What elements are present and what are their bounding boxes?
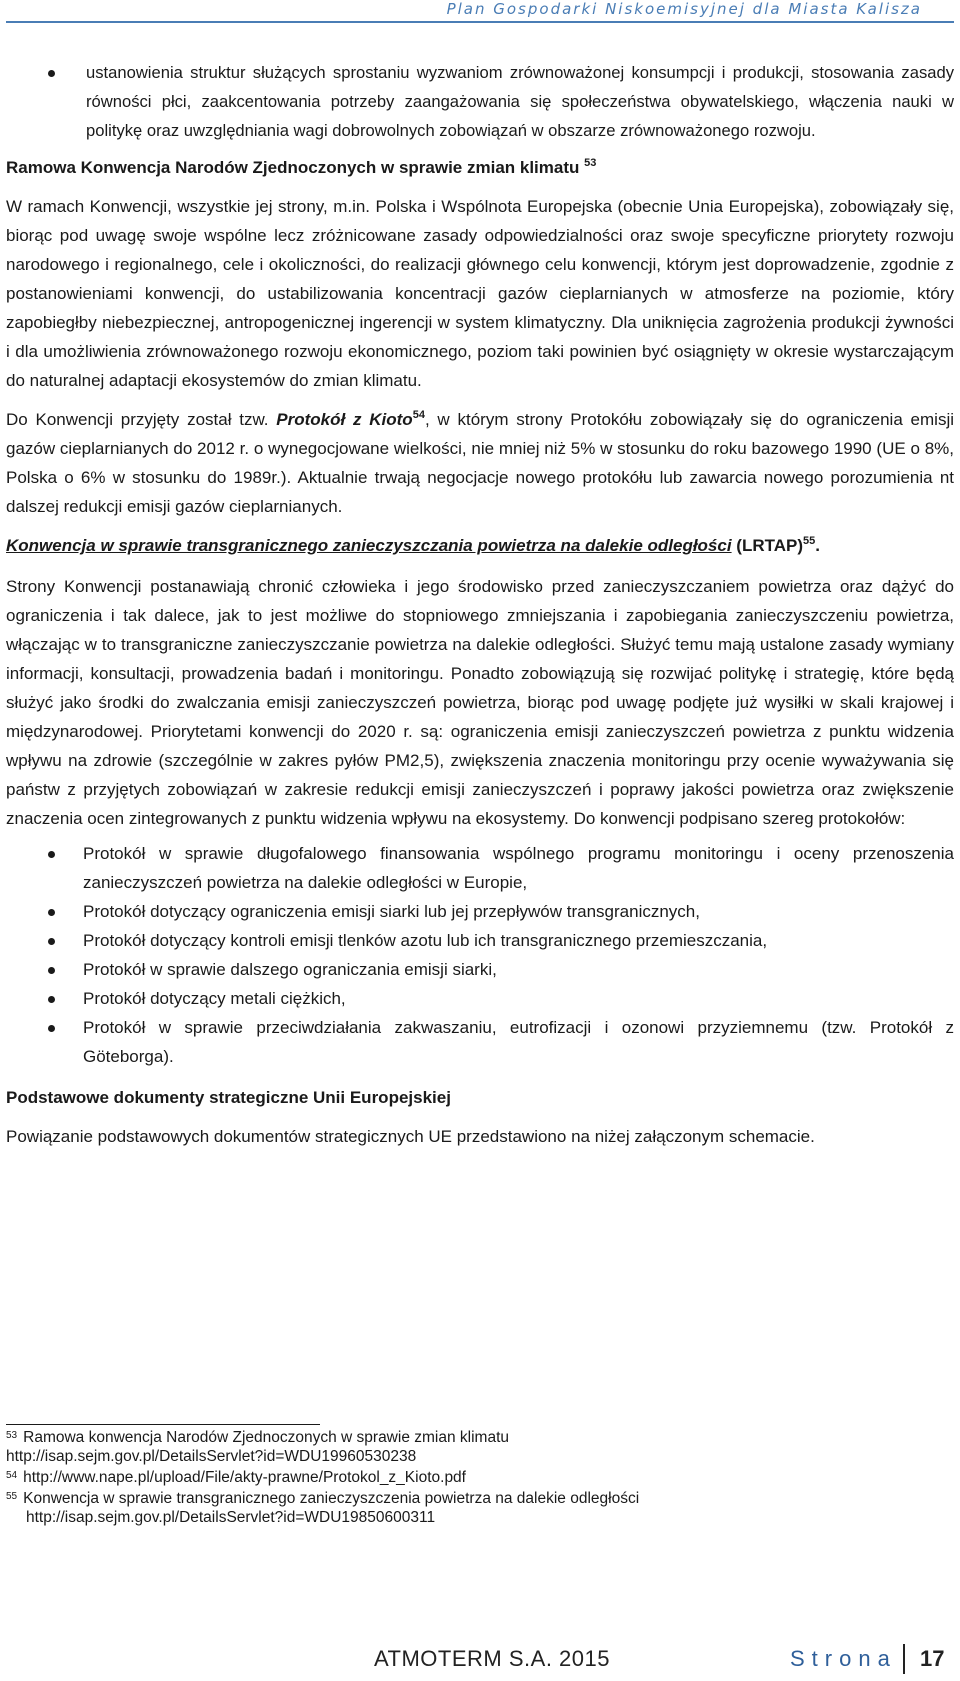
footnote-ref-53[interactable]: 53 <box>584 157 597 169</box>
list-item <box>6 926 954 955</box>
lrtap-abbrev: (LRTAP) <box>731 536 804 555</box>
page-footer <box>0 1642 960 1678</box>
footnote-53 <box>6 1428 946 1447</box>
kyoto-paragraph <box>6 405 954 521</box>
bullet-icon <box>48 996 55 1003</box>
protocols-list <box>6 839 954 1071</box>
list-item <box>6 984 954 1013</box>
bullet-icon <box>48 70 55 77</box>
footer-company: ATMOTERM S.A. 2015 <box>374 1646 610 1671</box>
list-item-text: Protokół dotyczący ograniczenia emisji siarki lub jej przepływów transgranicznych, <box>83 902 700 921</box>
footnote-55-link[interactable]: http://isap.sejm.gov.pl/DetailsServlet?id=WDU19850600311 <box>26 1509 436 1526</box>
section-heading-eu-docs: Podstawowe dokumenty strategiczne Unii Europejskiej <box>6 1088 451 1107</box>
list-item-text: Protokół dotyczący metali ciężkich, <box>83 989 346 1008</box>
unfccc-paragraph: W ramach Konwencji, wszystkie jej strony, m.in. Polska i Wspólnota Europejska (obecnie Unia Europejska), zobowiązały się, biorąc pod uwagę swoje wspólne lecz zróżnicowane zasady odpowiedzialności oraz swoje specyficzne priorytety rozwoju narodowego i regionalnego, cele i okoliczności, do realizacji głównego celu konwencji, którym jest doprowadzenie, zgodnie z postanowieniami konwencji, do ustabilizowania koncentracji gazów cieplarnianych w atmosferze na poziomie, który zapobiegłby niebezpiecznej, antropogenicznej ingerencji w system klimatyczny. Dla uniknięcia zagrożenia produkcji żywności i dla umożliwienia zrównoważonego rozwoju ekonomicznego, poziom taki powinien być osiągnięty w okresie wystarczającym do naturalnej adaptacji ekosystemów do zmian klimatu. <box>6 197 954 390</box>
list-item <box>6 897 954 926</box>
footnote-54 <box>6 1468 946 1487</box>
footnote-number: 54 <box>6 1470 18 1481</box>
eu-docs-paragraph: Powiązanie podstawowych dokumentów strategicznych UE przedstawiono na niżej załączonym schemacie. <box>6 1127 815 1146</box>
footnote-text: Ramowa konwencja Narodów Zjednoczonych w sprawie zmian klimatu <box>23 1429 509 1446</box>
bullet-icon <box>48 851 55 858</box>
kyoto-text-c: , w którym strony Protokółu zobowiązały się do ograniczenia emisji gazów cieplarnianych do 2012 r. o wynegocjowane wielkości, nie mniej niż 5% w stosunku do roku bazowego 1990 (UE o 8%, Polska o 6% w stosunku do 1989r.). Aktualnie trwają negocjacje nowego protokółu lub zawarcia nowego porozumienia nt dalszej redukcji emisji gazów cieplarnianych. <box>6 410 954 516</box>
footnote-55 <box>6 1489 946 1508</box>
heading-period: . <box>815 536 821 555</box>
kyoto-text-a: Do Konwencji przyjęty został tzw. <box>6 410 277 429</box>
list-item-text: Protokół w sprawie przeciwdziałania zakwaszaniu, eutrofizacji i ozonowi przyziemnemu (tzw. Protokół z Göteborga). <box>83 1018 954 1066</box>
bullet-icon <box>48 1025 55 1032</box>
page-content <box>6 58 954 1151</box>
lrtap-paragraph: Strony Konwencji postanawiają chronić człowieka i jego środowisko przed zanieczyszczaniem powietrza oraz dążyć do ograniczenia i tak dalece, jak to jest możliwe do stopniowego zmniejszania i zapobiegania zanieczyszczeniu powietrza, włączając w to transgraniczne zanieczyszczanie powietrza na dalekie odległości. Służyć temu mają ustalone zasady wymiany informacji, konsultacji, prowadzenia badań i monitoringu. Ponadto zobowiązują się rozwijać politykę i strategię, które będą służyć jako środki do zwalczania emisji zanieczyszczeń powietrza, biorąc pod uwagę podjęte już wysiłki w skali krajowej i międzynarodowej. Priorytetami konwencji do 2020 r. są: ograniczenia emisji zanieczyszczeń powietrza z punktu widzenia wpływu na zdrowie (szczególnie w zakres pyłów PM2,5), zwiększenia znaczenia monitoringu przy ocenie wyważywania się państw z przyjętych zobowiązań w zakresie redukcji emisji zanieczyszczeń i poprawy jakości powietrza oraz zwiększenie znaczenia ocen zintegrowanych z punktu widzenia wpływu na ekosystemy. Do konwencji podpisano szereg protokołów: <box>6 577 954 828</box>
footnote-text: Konwencja w sprawie transgranicznego zanieczyszczenia powietrza na dalekie odległości <box>23 1490 640 1507</box>
heading-text: Ramowa Konwencja Narodów Zjednoczonych w sprawie zmian klimatu <box>6 158 580 177</box>
top-bullet-list <box>6 58 954 145</box>
list-item-text: ustanowienia struktur służących sprostaniu wyzwaniom zrównoważonej konsumpcji i produkcji, stosowania zasady równości płci, zaakcentowania potrzeby zaangażowania się społeczeństwa obywatelskiego, włączenia nauki w politykę oraz uwzględniania wagi dobrowolnych zobowiązań w obszarze zrównoważonego rozwoju. <box>86 63 954 140</box>
header-rule <box>6 21 954 23</box>
footnote-53-link[interactable]: http://isap.sejm.gov.pl/DetailsServlet?id=WDU19960530238 <box>6 1448 417 1465</box>
list-item-text: Protokół w sprawie długofalowego finansowania wspólnego programu monitoringu i oceny przenoszenia zanieczyszczeń powietrza na dalekie odległości w Europie, <box>83 844 954 892</box>
page-number: 17 <box>920 1646 945 1671</box>
footer-page-label: Strona <box>790 1646 897 1671</box>
list-item <box>6 1013 954 1071</box>
section-heading-lrtap <box>6 531 954 560</box>
footnote-number: 55 <box>6 1491 18 1502</box>
bullet-icon <box>48 909 55 916</box>
list-item <box>6 955 954 984</box>
footnotes <box>6 1428 946 1527</box>
list-item-text: Protokół dotyczący kontroli emisji tlenków azotu lub ich transgranicznego przemieszczania, <box>83 931 768 950</box>
bullet-icon <box>48 967 55 974</box>
footnote-ref-54[interactable]: 54 <box>412 409 425 421</box>
footnote-separator <box>6 1424 320 1425</box>
kyoto-protocol-term: Protokół z Kioto <box>276 410 413 429</box>
list-item-text: Protokół w sprawie dalszego ograniczania emisji siarki, <box>83 960 497 979</box>
footnote-ref-55[interactable]: 55 <box>803 535 816 547</box>
bullet-icon <box>48 938 55 945</box>
footnote-number: 53 <box>6 1430 18 1441</box>
lrtap-title: Konwencja w sprawie transgranicznego zanieczyszczania powietrza na dalekie odległości <box>6 536 732 555</box>
list-item <box>6 839 954 897</box>
footer-divider <box>903 1644 905 1674</box>
section-heading-unfccc <box>6 153 954 182</box>
footnote-link[interactable]: http://www.nape.pl/upload/File/akty-prawne/Protokol_z_Kioto.pdf <box>23 1469 466 1486</box>
list-item <box>6 58 954 145</box>
running-header: Plan Gospodarki Niskoemisyjnej dla Miasta Kalisza <box>446 0 922 18</box>
